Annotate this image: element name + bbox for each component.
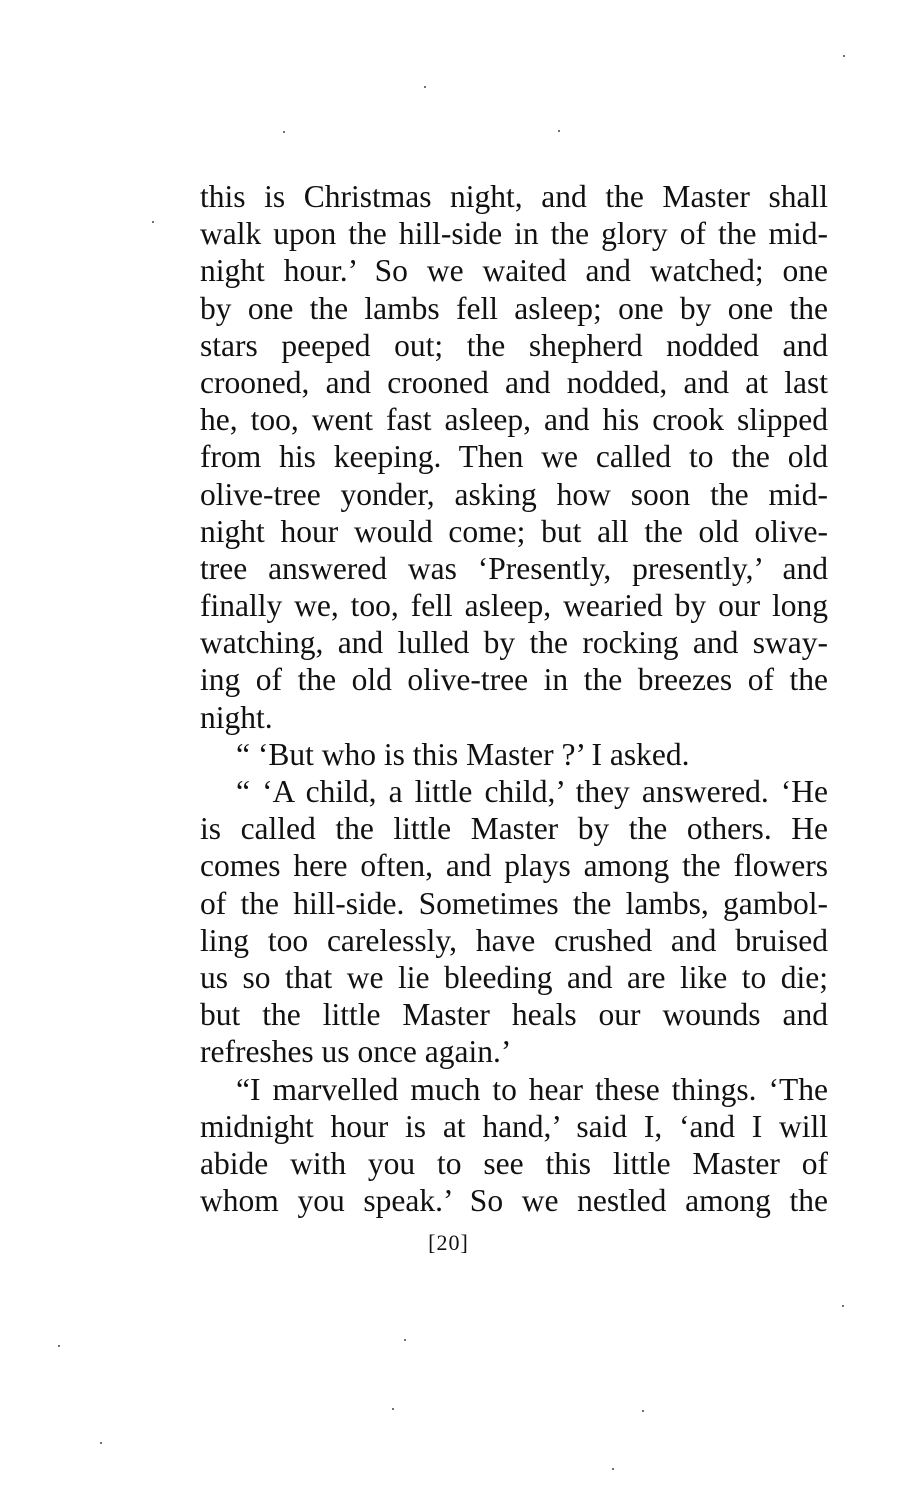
text-line: abide with you to see this little Master of (200, 1145, 828, 1181)
body-text (200, 178, 828, 1219)
text-line: is called the little Master by the others. He (200, 811, 828, 847)
scan-speck (100, 1442, 102, 1444)
text-line: midnight hour is at hand,’ said I, ‘and I will (200, 1108, 828, 1144)
text-line: this is Christmas night, and the Master shall (200, 179, 828, 214)
text-line: watching, and lulled by the rocking and sway- (200, 625, 828, 661)
text-line: comes here often, and plays among the flowers (200, 848, 828, 884)
scan-speck (58, 1345, 60, 1347)
text-line: of the hill-side. Sometimes the lambs, gambol- (200, 885, 828, 921)
text-line: but the little Master heals our wounds and (200, 997, 828, 1033)
text-line: ling too carelessly, have crushed and bruised (200, 922, 828, 958)
text-line: us so that we lie bleeding and are like to die; (200, 959, 828, 995)
text-line: by one the lambs fell asleep; one by one the (200, 290, 828, 326)
text-line: night. (200, 699, 273, 735)
scan-speck (612, 1468, 614, 1470)
scan-speck (152, 221, 154, 223)
text-line: walk upon the hill-side in the glory of the mid- (200, 216, 828, 252)
text-line: finally we, too, fell asleep, wearied by our long (200, 588, 828, 624)
text-line: night hour.’ So we waited and watched; one (200, 253, 828, 289)
text-line: olive-tree yonder, asking how soon the mid- (200, 476, 828, 512)
scan-speck (404, 1339, 406, 1341)
scan-speck (424, 86, 426, 88)
text-line: refreshes us once again.’ (200, 1034, 512, 1070)
text-line: from his keeping. Then we called to the old (200, 439, 828, 475)
text-line: crooned, and crooned and nodded, and at last (200, 364, 828, 400)
text-line: “I marvelled much to hear these things. ‘The (236, 1071, 828, 1107)
text-line: “ ‘But who is this Master ?’ I asked. (236, 736, 690, 772)
scan-speck (843, 55, 845, 57)
text-line: he, too, went fast asleep, and his crook slipped (200, 402, 828, 438)
text-line: ing of the old olive-tree in the breezes of the (200, 662, 828, 698)
text-line: stars peeped out; the shepherd nodded and (200, 327, 828, 363)
scan-speck (558, 130, 560, 132)
scan-speck (642, 1410, 644, 1412)
text-line: night hour would come; but all the old olive- (200, 513, 828, 549)
scan-speck (842, 1305, 844, 1307)
text-line: “ ‘A child, a little child,’ they answered. ‘He (236, 774, 828, 809)
scan-speck (283, 131, 285, 133)
text-line: tree answered was ‘Presently, presently,’ and (200, 550, 828, 586)
text-line: whom you speak.’ So we nestled among the (200, 1183, 828, 1219)
scan-speck (392, 1408, 394, 1410)
page-number: [20] (428, 1230, 469, 1255)
